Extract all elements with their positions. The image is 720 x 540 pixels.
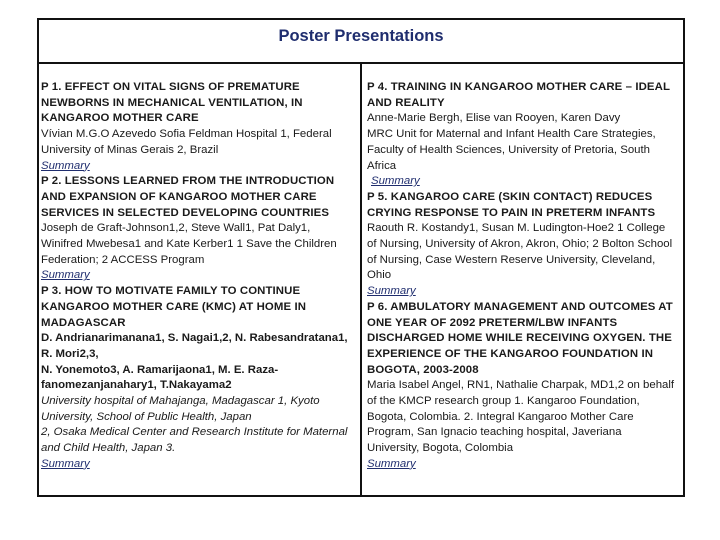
column-divider [360,64,362,495]
p2-summary-link[interactable]: Summary [41,269,90,282]
left-column [41,80,353,473]
p1-summary-link[interactable]: Summary [41,159,90,172]
p3-affiliation-2: 2, Osaka Medical Center and Research Institute for Maternal and Child Health, Japan 3. [41,426,348,455]
p6-summary-link[interactable]: Summary [367,457,416,470]
p4-affiliation: MRC Unit for Maternal and Infant Health Care Strategies, Faculty of Health Sciences, University of Pretoria, South Africa [367,128,656,172]
p3-affiliation-1: University hospital of Mahajanga, Madagascar 1, Kyoto University, School of Public Health, Japan [41,395,320,423]
p4-summary-link[interactable]: Summary [371,175,420,188]
p4-title: P 4. TRAINING IN KANGAROO MOTHER CARE – IDEAL AND REALITY [367,81,670,109]
p6-title: P 6. AMBULATORY MANAGEMENT AND OUTCOMES AT ONE YEAR OF 2092 PRETERM/LBW INFANTS DISCHARGED HOME WHILE RECEIVING OXYGEN. THE EXPERIENCE OF THE KANGAROO FOUNDATION IN BOGOTA, 2003-2008 [367,300,673,376]
p6-authors: Maria Isabel Angel, RN1, Nathalie Charpak, MD1,2 on behalf of the KMCP research group 1. Kangaroo Foundation, Bogota, Colombia. 2. Integral Kangaroo Mother Care Program, San Ignacio teaching hospital, Javeriana University, Bogota, Colombia [367,379,675,455]
page-title: Poster Presentations [278,27,444,45]
p3-summary-link[interactable]: Summary [41,457,90,470]
p3-title: P 3. HOW TO MOTIVATE FAMILY TO CONTINUE KANGAROO MOTHER CARE (KMC) AT HOME IN MADAGASCAR [41,285,307,329]
p4-authors: Anne-Marie Bergh, Elise van Rooyen, Karen Davy [367,112,621,125]
p5-summary-link[interactable]: Summary [367,285,416,298]
p5-authors: Raouth R. Kostandy1, Susan M. Ludington-Hoe2 1 College of Nursing, University of Akron, Akron, Ohio; 2 Bolton School of Nursing, Case Western Reserve University, Cleveland, Ohio [367,222,673,282]
p2-title: P 2. LESSONS LEARNED FROM THE INTRODUCTION AND EXPANSION OF KANGAROO MOTHER CARE SERVICES IN SELECTED DEVELOPING COUNTRIES [41,175,335,219]
p3-authors-2: N. Yonemoto3, A. Ramarijaona1, M. E. Raza-fanomezanjanahary1, T.Nakayama2 [41,363,279,392]
p1-authors: Vívian M.G.O Azevedo Sofia Feldman Hospital 1, Federal University of Minas Gerais 2, Brazil [41,128,332,156]
p3-authors-1: D. Andrianarimanana1, S. Nagai1,2, N. Rabesandratana1, R. Mori2,3, [41,332,348,360]
p5-title: P 5. KANGAROO CARE (SKIN CONTACT) REDUCES CRYING RESPONSE TO PAIN IN PRETERM INFANTS [367,190,656,219]
p1-title: P 1. EFFECT ON VITAL SIGNS OF PREMATURE NEWBORNS IN MECHANICAL VENTILATION, IN KANGAROO MOTHER CARE [41,81,303,125]
right-column [367,80,675,473]
title-row [39,20,683,64]
p2-authors: Joseph de Graft-Johnson1,2, Steve Wall1, Pat Daly1, Winifred Mwebesa1 and Kate Kerber1 1 Save the Children Federation; 2 ACCESS Program [41,222,337,266]
